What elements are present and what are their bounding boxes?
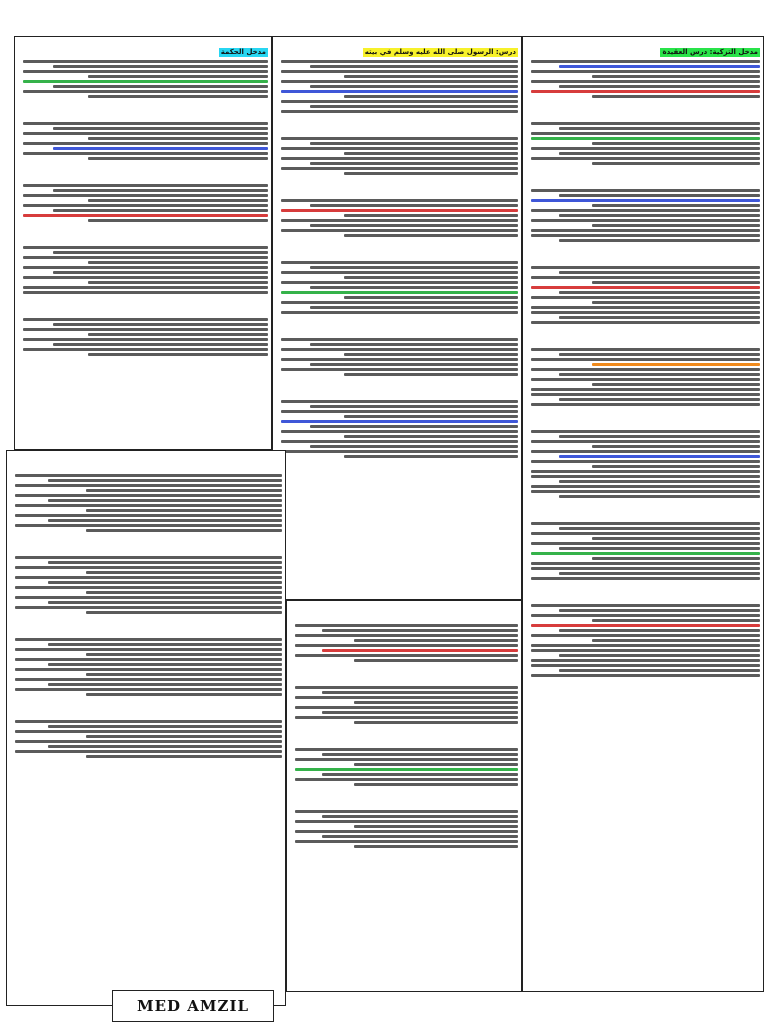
right-column-title: مدخل التزكية: درس العقيدة: [662, 48, 758, 56]
middle-upper-column: [272, 36, 522, 600]
right-column: [522, 36, 764, 992]
middle-column-title: درس: الرسول صلى الله عليه وسلم في بيته: [364, 48, 516, 56]
left-lower-column: [6, 450, 286, 1006]
author-signature: MED AMZIL: [136, 997, 250, 1015]
middle-lower-column: [286, 600, 522, 992]
left-column-title: مدخل الحكمة: [220, 48, 266, 56]
left-upper-column: [14, 36, 272, 450]
signature-box: [112, 990, 274, 1022]
